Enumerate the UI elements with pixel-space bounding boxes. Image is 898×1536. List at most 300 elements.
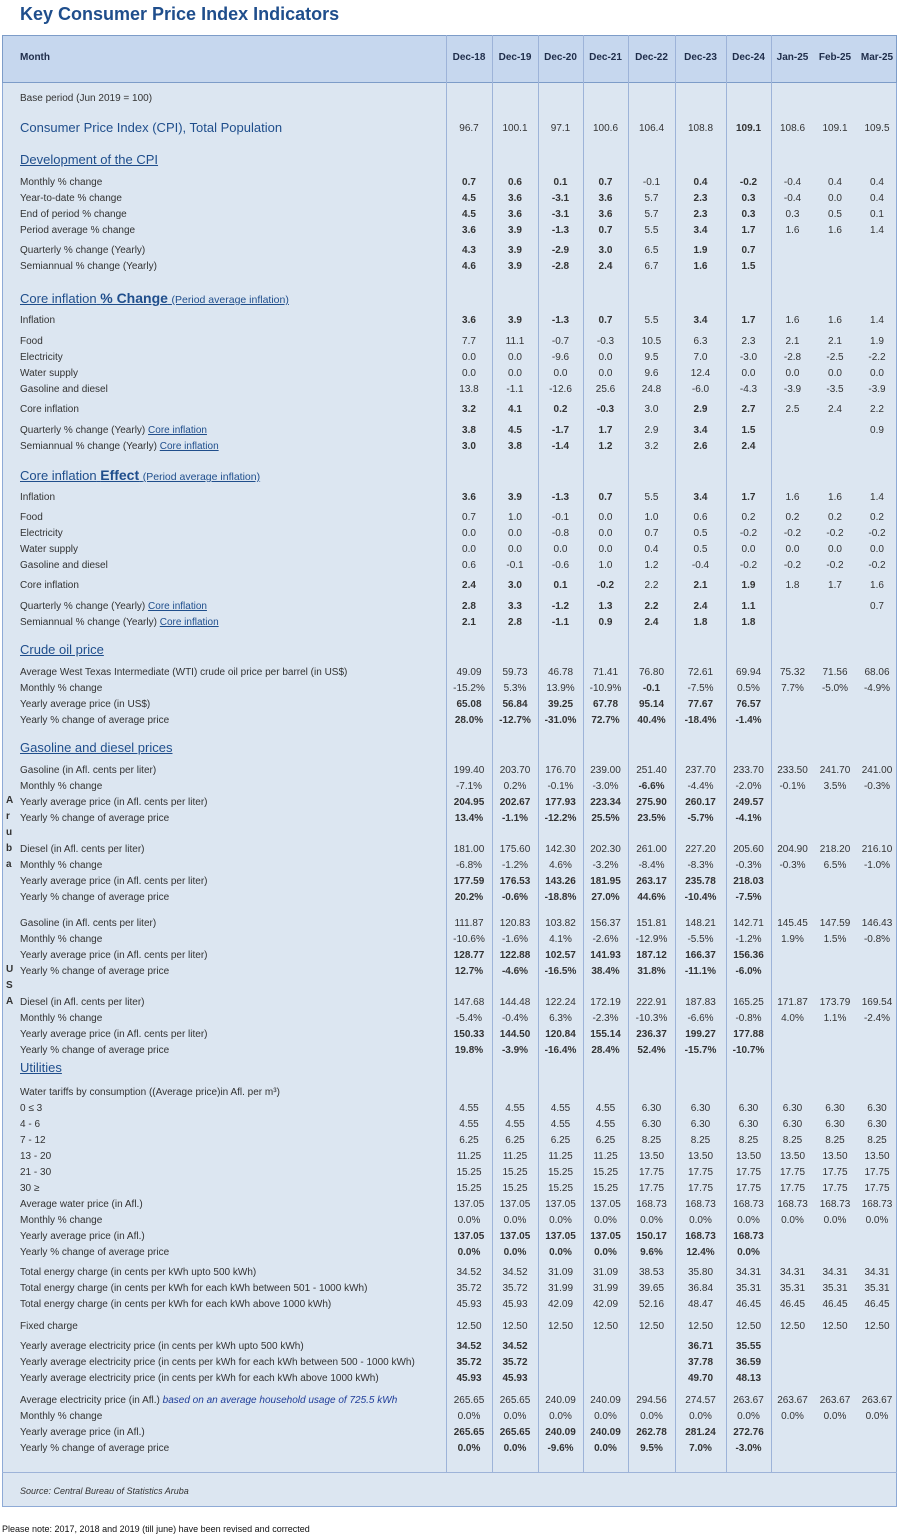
cell-value: 12.50 <box>822 1321 848 1332</box>
cell-value: 0.0 <box>828 368 842 379</box>
cell-value: -3.0% <box>735 1443 762 1454</box>
cell-value: 28.0% <box>454 715 484 726</box>
core-inflation-link[interactable]: Core inflation <box>159 617 219 628</box>
cell-value: 23.5% <box>637 813 666 824</box>
cell-value: 2.5 <box>785 404 800 415</box>
cell-value: 12.7% <box>454 966 484 977</box>
cell-value: 3.4 <box>693 425 708 436</box>
cell-value: 31.99 <box>592 1283 619 1294</box>
cell-value: 35.55 <box>735 1341 762 1352</box>
cell-value: 2.2 <box>870 404 884 415</box>
cell-value: 2.1 <box>785 336 800 347</box>
row-label: Yearly % change of average price <box>20 1045 170 1056</box>
cell-value: 71.41 <box>592 667 619 678</box>
cell-value: 0.0% <box>737 1215 760 1226</box>
cell-value: 0.6 <box>462 560 476 571</box>
cell-value: 236.37 <box>636 1029 667 1040</box>
column-header: Dec-18 <box>452 52 486 63</box>
cell-value: 35.72 <box>502 1283 528 1294</box>
row-label: Yearly % change of average price <box>20 892 170 903</box>
cell-value: 9.6% <box>640 1247 663 1258</box>
cell-value: 1.6 <box>870 580 884 591</box>
cell-value: 0.0 <box>462 368 476 379</box>
cell-value: 6.30 <box>867 1103 887 1114</box>
cell-value: 36.59 <box>735 1357 762 1368</box>
cell-value: 1.6 <box>828 492 842 503</box>
row-label: Total energy charge (in cents per kWh for each kWh above 1000 kWh) <box>20 1299 332 1310</box>
cell-value: -1.7 <box>551 425 570 436</box>
cell-value: 0.5 <box>693 544 708 555</box>
cell-value: 0.0 <box>828 544 842 555</box>
cell-value: 165.25 <box>733 997 764 1008</box>
cell-value: 0.0% <box>781 1411 804 1422</box>
cell-value: 0.3 <box>741 209 756 220</box>
cell-value: 0.0 <box>785 368 800 379</box>
cell-value: 168.73 <box>685 1231 716 1242</box>
cell-value: 3.9 <box>508 245 522 256</box>
cell-value: 19.8% <box>454 1045 484 1056</box>
cell-value: 265.65 <box>499 1427 531 1438</box>
row-label: Water tariffs by consumption ((Average price)in Afl. per m³) <box>20 1087 280 1098</box>
cell-value: 6.30 <box>641 1103 662 1114</box>
cell-value: 137.05 <box>590 1199 621 1210</box>
cell-value: -18.8% <box>544 892 577 903</box>
row-label: Consumer Price Index (CPI), Total Population <box>20 120 283 135</box>
cell-value: -0.3% <box>863 781 891 792</box>
cell-value: 0.0 <box>508 368 522 379</box>
core-inflation-link[interactable]: Core inflation <box>148 425 207 436</box>
cell-value: 0.5 <box>828 209 842 220</box>
cell-value: 48.13 <box>735 1373 762 1384</box>
cell-value: 260.17 <box>685 797 716 808</box>
cell-value: 0.0% <box>640 1215 663 1226</box>
cell-value: 35.31 <box>735 1283 762 1294</box>
cell-value: 218.20 <box>819 844 851 855</box>
cell-value: 0.4 <box>870 177 884 188</box>
core-inflation-link[interactable]: Core inflation <box>148 601 207 612</box>
cell-value: -0.2 <box>739 177 758 188</box>
cell-value: 168.73 <box>733 1231 764 1242</box>
cell-value: 6.30 <box>738 1103 759 1114</box>
cell-value: -31.0% <box>544 715 577 726</box>
cell-value: -3.2% <box>592 860 619 871</box>
cell-value: 199.40 <box>453 765 485 776</box>
cell-value: 0.0% <box>823 1215 847 1226</box>
cell-value: 0.0% <box>689 1215 712 1226</box>
cell-value: -16.4% <box>544 1045 577 1056</box>
row-label: Yearly average price (in Afl.) <box>20 1231 145 1242</box>
cell-value: 5.5 <box>644 492 659 503</box>
row-label: Monthly % change <box>20 1013 103 1024</box>
cell-value: 6.25 <box>459 1135 479 1146</box>
cell-value: 10.5 <box>641 336 662 347</box>
cell-value: 0.0% <box>865 1411 889 1422</box>
cell-value: -1.1% <box>501 813 529 824</box>
cell-value: 120.83 <box>499 918 531 929</box>
cell-value: 237.70 <box>685 765 716 776</box>
cell-value: 168.73 <box>777 1199 808 1210</box>
cell-value: 1.8 <box>693 617 708 628</box>
cell-value: -6.6% <box>687 1013 714 1024</box>
row-label: Yearly % change of average price <box>20 1247 170 1258</box>
cell-value: 8.25 <box>641 1135 662 1146</box>
cell-value: -1.3 <box>551 315 570 326</box>
row-label: Yearly average price (in Afl. cents per liter) <box>20 876 208 887</box>
cell-value: 240.09 <box>590 1427 621 1438</box>
row-label: Monthly % change <box>20 860 103 871</box>
cell-value: 0.0% <box>781 1215 804 1226</box>
cell-value: -0.4 <box>783 177 802 188</box>
cell-value: 1.6 <box>693 261 708 272</box>
cell-value: 6.30 <box>641 1119 662 1130</box>
cell-value: 3.0 <box>462 441 476 452</box>
cell-value: 3.6 <box>462 225 476 236</box>
cell-value: 6.30 <box>690 1103 711 1114</box>
cell-value: 27.0% <box>591 892 620 903</box>
cell-value: 151.81 <box>636 918 667 929</box>
row-label: Period average % change <box>20 225 136 236</box>
cell-value: -2.3% <box>592 1013 619 1024</box>
side-label-aruba: a <box>6 859 12 870</box>
row-label: Semiannual % change (Yearly) Core inflation <box>20 617 219 628</box>
row-label: 13 - 20 <box>20 1151 52 1162</box>
cell-value: 177.59 <box>453 876 485 887</box>
cell-value: 15.25 <box>592 1183 619 1194</box>
cell-value: -1.0% <box>863 860 891 871</box>
cell-value: 187.12 <box>636 950 667 961</box>
cell-value: 72.7% <box>591 715 620 726</box>
footnote: Please note: 2017, 2018 and 2019 (till june) have been revised and corrected <box>2 1524 310 1534</box>
row-label: Food <box>20 336 43 347</box>
cell-value: 68.06 <box>864 667 890 678</box>
cell-value: 0.0 <box>741 368 756 379</box>
cell-value: -5.7% <box>687 813 714 824</box>
cell-value: 274.57 <box>685 1395 716 1406</box>
cell-value: 15.25 <box>547 1167 574 1178</box>
cell-value: 263.17 <box>636 876 667 887</box>
cell-value: 45.93 <box>456 1299 482 1310</box>
cell-value: -2.9 <box>551 245 570 256</box>
cell-value: 6.30 <box>867 1119 887 1130</box>
cell-value: 4.5 <box>462 193 476 204</box>
cell-value: -3.9 <box>783 384 802 395</box>
cell-value: 204.95 <box>453 797 485 808</box>
cell-value: 2.7 <box>741 404 756 415</box>
cell-value: 1.5 <box>741 261 756 272</box>
cell-value: 17.75 <box>687 1167 714 1178</box>
cell-value: -0.4% <box>501 1013 529 1024</box>
cell-value: -0.1 <box>642 683 661 694</box>
cell-value: 109.1 <box>735 123 762 134</box>
cell-value: 0.7 <box>644 528 659 539</box>
cell-value: -0.4 <box>783 193 802 204</box>
cell-value: 76.80 <box>638 667 665 678</box>
cell-value: 46.45 <box>735 1299 762 1310</box>
cell-value: 4.55 <box>459 1119 479 1130</box>
row-label: Quarterly % change (Yearly) Core inflation <box>20 601 207 612</box>
cell-value: 11.25 <box>502 1151 528 1162</box>
cell-value: 8.25 <box>690 1135 711 1146</box>
cell-value: -1.1 <box>506 384 524 395</box>
cell-value: 7.0% <box>689 1443 712 1454</box>
cell-value: -0.2 <box>739 560 758 571</box>
cell-value: 0.1 <box>870 209 884 220</box>
cell-value: 137.05 <box>545 1199 576 1210</box>
cell-value: 12.50 <box>547 1321 574 1332</box>
cell-value: 3.6 <box>508 193 522 204</box>
cell-value: 2.6 <box>693 441 708 452</box>
row-label: Water supply <box>20 368 78 379</box>
cell-value: -6.0% <box>735 966 762 977</box>
section-heading: Core inflation Effect (Period average inflation) <box>20 467 261 483</box>
cell-value: 76.57 <box>735 699 762 710</box>
cell-value: 15.25 <box>502 1167 528 1178</box>
cell-value: 0.4 <box>693 177 708 188</box>
cell-value: 147.68 <box>453 997 485 1008</box>
section-heading: Gasoline and diesel prices <box>20 740 173 755</box>
cell-value: 24.8 <box>641 384 662 395</box>
cell-value: 2.9 <box>644 425 659 436</box>
cell-value: 106.4 <box>638 123 665 134</box>
usage-note: based on an average household usage of 725.5 kWh <box>162 1395 398 1406</box>
column-header: Dec-22 <box>635 52 668 63</box>
cell-value: 0.0% <box>549 1215 572 1226</box>
cell-value: 2.4 <box>598 261 613 272</box>
cell-value: 240.09 <box>590 1395 621 1406</box>
cell-value: 144.50 <box>499 1029 531 1040</box>
cell-value: 2.3 <box>693 193 708 204</box>
cell-value: 15.25 <box>592 1167 619 1178</box>
cell-value: 249.57 <box>733 797 764 808</box>
row-label: Core inflation <box>20 404 79 415</box>
cell-value: 0.0% <box>503 1411 527 1422</box>
cell-value: 4.6% <box>549 860 572 871</box>
row-label: Monthly % change <box>20 177 103 188</box>
cell-value: 227.20 <box>685 844 716 855</box>
cell-value: 35.31 <box>864 1283 890 1294</box>
column-header: Dec-23 <box>684 52 717 63</box>
cell-value: 44.6% <box>637 892 666 903</box>
cell-value: 4.6 <box>462 261 476 272</box>
cell-value: 6.30 <box>738 1119 759 1130</box>
cell-value: 0.0 <box>553 368 568 379</box>
cell-value: -3.0 <box>739 352 758 363</box>
cell-value: 25.6 <box>595 384 616 395</box>
row-label: Yearly % change of average price <box>20 1443 170 1454</box>
cell-value: 2.2 <box>644 601 659 612</box>
cell-value: 0.0 <box>508 528 522 539</box>
cell-value: 3.4 <box>693 225 708 236</box>
cell-value: 0.0 <box>508 544 522 555</box>
side-label-aruba: r <box>6 811 10 822</box>
cell-value: 8.25 <box>867 1135 887 1146</box>
cell-value: -0.3 <box>596 404 615 415</box>
cell-value: 4.55 <box>595 1103 616 1114</box>
cell-value: -4.9% <box>863 683 891 694</box>
cell-value: 1.9 <box>693 245 708 256</box>
cell-value: 39.65 <box>638 1283 665 1294</box>
cell-value: 12.50 <box>735 1321 762 1332</box>
row-label: Average water price (in Afl.) <box>20 1199 143 1210</box>
cell-value: 2.2 <box>644 580 659 591</box>
cell-value: 1.6 <box>828 225 842 236</box>
cell-value: 202.67 <box>499 797 531 808</box>
source-divider <box>2 1472 897 1473</box>
cell-value: 0.0 <box>598 544 613 555</box>
cell-value: 71.56 <box>822 667 848 678</box>
cell-value: 5.7 <box>644 193 659 204</box>
cell-value: -7.1% <box>455 781 483 792</box>
cell-value: -7.5% <box>735 892 762 903</box>
cell-value: 0.0% <box>503 1247 527 1258</box>
cell-value: 100.1 <box>502 123 528 134</box>
cell-value: 12.50 <box>592 1321 619 1332</box>
cell-value: -0.2 <box>783 560 802 571</box>
cell-value: 4.55 <box>550 1119 571 1130</box>
cell-value: 56.84 <box>502 699 528 710</box>
cell-value: -0.2 <box>783 528 802 539</box>
cell-value: 0.0 <box>462 544 476 555</box>
cell-value: 4.5 <box>462 209 476 220</box>
cell-value: -2.2 <box>868 352 886 363</box>
cell-value: 265.65 <box>499 1395 531 1406</box>
cell-value: 13.9% <box>546 683 575 694</box>
cell-value: 0.9 <box>870 425 884 436</box>
cell-value: 137.05 <box>590 1231 621 1242</box>
cell-value: 12.50 <box>864 1321 890 1332</box>
cell-value: 0.0% <box>457 1443 481 1454</box>
cell-value: 12.4% <box>686 1247 715 1258</box>
cell-value: -3.0% <box>592 781 619 792</box>
side-label-usa: S <box>6 980 13 991</box>
cell-value: 0.0% <box>503 1215 527 1226</box>
cell-value: 272.76 <box>733 1427 764 1438</box>
cell-value: 0.1 <box>553 580 568 591</box>
cell-value: 0.2 <box>785 512 800 523</box>
column-divider <box>771 35 772 1472</box>
cell-value: 12.4 <box>690 368 711 379</box>
cell-value: 1.1% <box>823 1013 847 1024</box>
cell-value: 1.7 <box>598 425 613 436</box>
cell-value: 3.8 <box>508 441 522 452</box>
core-inflation-link[interactable]: Core inflation <box>159 441 219 452</box>
cell-value: 45.93 <box>502 1373 528 1384</box>
cell-value: 3.4 <box>693 492 708 503</box>
cell-value: 120.84 <box>545 1029 576 1040</box>
cell-value: 12.50 <box>456 1321 482 1332</box>
cell-value: 15.25 <box>456 1167 482 1178</box>
side-label-aruba: u <box>6 827 13 838</box>
cell-value: 45.93 <box>502 1299 528 1310</box>
cell-value: 2.9 <box>693 404 708 415</box>
cell-value: 3.9 <box>508 225 522 236</box>
cell-value: 205.60 <box>733 844 764 855</box>
cell-value: 142.71 <box>733 918 764 929</box>
cell-value: -2.8 <box>551 261 570 272</box>
cell-value: -2.0% <box>735 781 762 792</box>
cell-value: 4.55 <box>550 1103 571 1114</box>
cell-value: 3.3 <box>508 601 522 612</box>
cell-value: -12.2% <box>544 813 577 824</box>
cell-value: 0.0 <box>870 368 884 379</box>
cell-value: 17.75 <box>638 1183 665 1194</box>
row-label: Gasoline (in Afl. cents per liter) <box>20 918 157 929</box>
cell-value: 35.31 <box>822 1283 848 1294</box>
cell-value: 4.55 <box>505 1119 525 1130</box>
cell-value: 168.73 <box>636 1199 667 1210</box>
cell-value: 2.8 <box>508 617 522 628</box>
cell-value: 204.90 <box>777 844 808 855</box>
cell-value: -3.1 <box>551 193 570 204</box>
cell-value: 6.7 <box>644 261 659 272</box>
row-label: Gasoline and diesel <box>20 384 108 395</box>
cell-value: 2.4 <box>828 404 842 415</box>
cell-value: -15.7% <box>684 1045 717 1056</box>
cell-value: 0.9 <box>598 617 613 628</box>
cell-value: 100.6 <box>592 123 619 134</box>
section-heading: Development of the CPI <box>20 152 159 167</box>
cell-value: 150.17 <box>636 1231 667 1242</box>
cell-value: 265.65 <box>453 1395 485 1406</box>
cell-value: 199.27 <box>685 1029 716 1040</box>
cell-value: 1.8 <box>741 617 756 628</box>
cell-value: 137.05 <box>453 1231 485 1242</box>
cell-value: 2.3 <box>693 209 708 220</box>
row-label: Yearly % change of average price <box>20 715 170 726</box>
cell-value: -5.4% <box>455 1013 483 1024</box>
row-label: Yearly average electricity price (in cents per kWh for each kWh between 500 - 1000 kWh) <box>20 1357 415 1368</box>
cell-value: 6.30 <box>782 1103 803 1114</box>
cell-value: 35.31 <box>779 1283 806 1294</box>
cell-value: -0.2 <box>596 580 615 591</box>
cell-value: -2.5 <box>826 352 844 363</box>
cell-value: 40.4% <box>637 715 666 726</box>
cell-value: -2.4% <box>863 1013 891 1024</box>
cell-value: 3.9 <box>508 315 522 326</box>
cell-value: 13.50 <box>638 1151 665 1162</box>
cell-value: -4.6% <box>501 966 529 977</box>
cell-value: -10.9% <box>589 683 622 694</box>
cell-value: 137.05 <box>499 1231 531 1242</box>
cell-value: 2.3 <box>741 336 756 347</box>
cell-value: 3.0 <box>598 245 613 256</box>
cell-value: 34.31 <box>864 1267 890 1278</box>
cell-value: 108.8 <box>687 123 714 134</box>
cell-value: 46.45 <box>822 1299 848 1310</box>
section-heading: Utilities <box>20 1060 62 1075</box>
row-label: Quarterly % change (Yearly) Core inflation <box>20 425 207 436</box>
month-header: Month <box>20 52 50 63</box>
cell-value: 187.83 <box>685 997 716 1008</box>
cell-value: 3.4 <box>693 315 708 326</box>
cell-value: 0.1 <box>553 177 568 188</box>
cell-value: -0.2 <box>739 528 758 539</box>
cell-value: 0.0 <box>828 193 842 204</box>
row-label: Base period (Jun 2019 = 100) <box>20 93 153 104</box>
cell-value: -6.8% <box>455 860 483 871</box>
cell-value: 31.99 <box>547 1283 574 1294</box>
cell-value: 176.70 <box>545 765 576 776</box>
cell-value: -1.2% <box>735 934 762 945</box>
cell-value: -0.1% <box>779 781 806 792</box>
cell-value: -6.0 <box>691 384 710 395</box>
cell-value: 49.70 <box>687 1373 714 1384</box>
cell-value: 1.4 <box>870 315 884 326</box>
cell-value: 8.25 <box>825 1135 845 1146</box>
cell-value: 203.70 <box>499 765 531 776</box>
cell-value: 0.7 <box>598 315 613 326</box>
cell-value: 52.4% <box>637 1045 666 1056</box>
